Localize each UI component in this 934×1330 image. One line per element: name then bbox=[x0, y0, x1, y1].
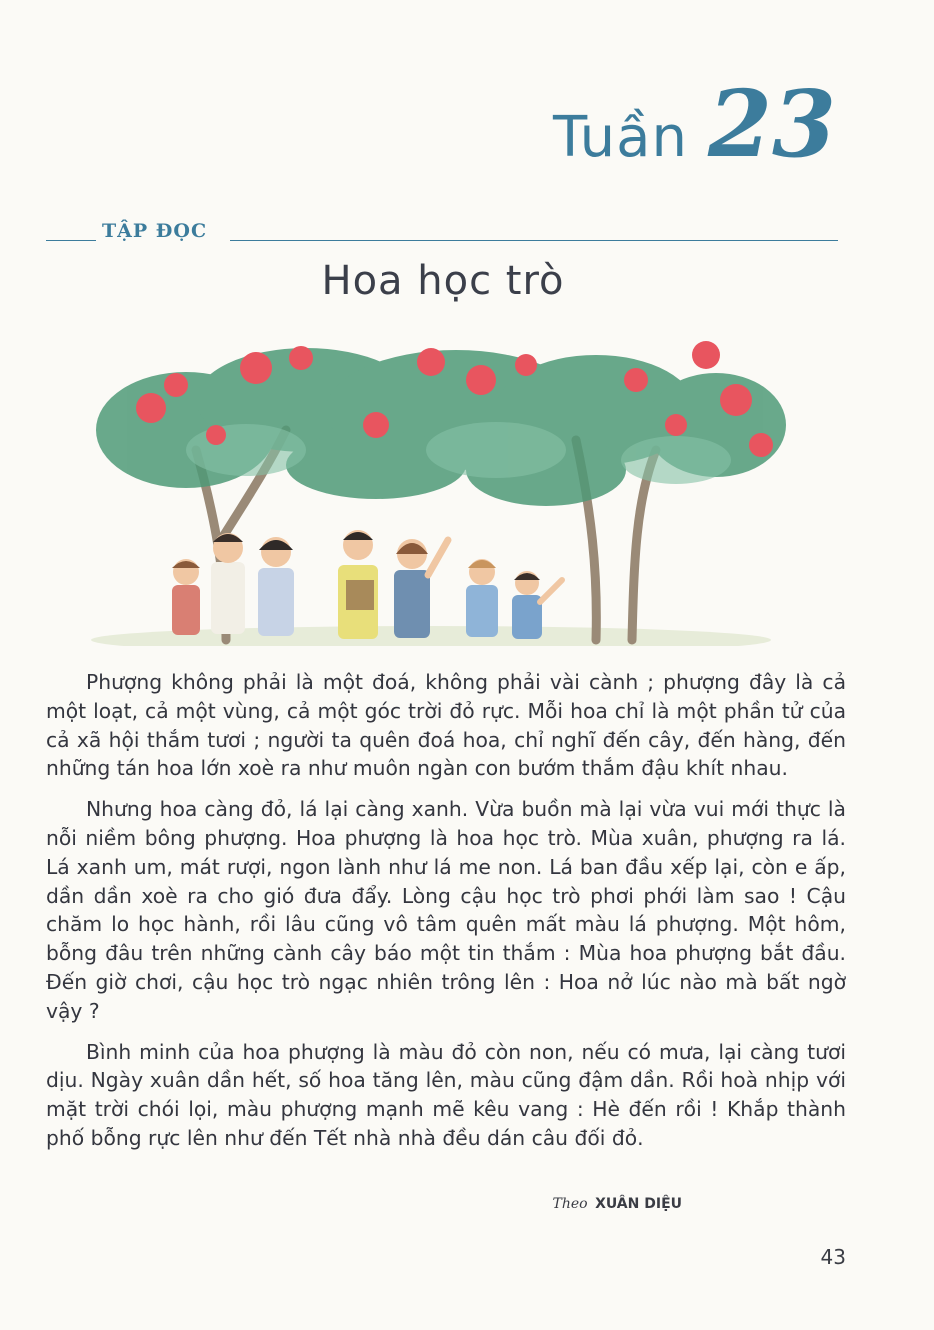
week-number: 23 bbox=[707, 70, 836, 178]
child-4 bbox=[338, 530, 378, 639]
lesson-title: Hoa học trò bbox=[321, 258, 565, 304]
child-1 bbox=[172, 559, 200, 635]
section-rule-right bbox=[230, 240, 838, 241]
flame-tree-children-illustration bbox=[76, 340, 786, 646]
child-6 bbox=[466, 559, 498, 637]
child-3 bbox=[258, 537, 294, 636]
passage-paragraph-1: Phượng không phải là một đoá, không phải vài cành ; phượng đây là cả một loạt, cả một vùng, cả một góc trời đỏ rực. Mỗi hoa chỉ là một phần tử của cả xã hội thắm tươi ; người ta quên đoá hoa, chỉ nghĩ đến cây, đến hàng, đến những tán hoa lớn xoè ra như muôn ngàn con bướm thắm đậu khít nhau. bbox=[46, 670, 846, 781]
author-credit bbox=[553, 1196, 682, 1212]
passage-paragraph-2: Nhưng hoa càng đỏ, lá lại càng xanh. Vừa buồn mà lại vừa vui mới thực là nỗi niềm bông phượng. Hoa phượng là hoa học trò. Mùa xuân, phượng ra lá. Lá xanh um, mát rượi, ngon lành như lá me non. Lá ban đầu xếp lại, còn e ấp, dần dần xoè ra cho gió đưa đẩy. Lòng cậu học trò phơi phới làm sao ! Cậu chăm lo học hành, rồi lâu cũng vô tâm quên mất màu lá phượng. Một hôm, bỗng đâu trên những cành cây báo một tin thắm : Mùa hoa phượng bắt đầu. Đến giờ chơi, cậu học trò ngạc nhiên trông lên : Hoa nở lúc nào mà bất ngờ vậy ? bbox=[46, 797, 846, 1023]
passage-paragraph-3: Bình minh của hoa phượng là màu đỏ còn non, nếu có mưa, lại càng tươi dịu. Ngày xuân dần hết, số hoa tăng lên, màu cũng đậm dần. Rồi hoà nhịp với mặt trời chói lọi, màu phượng mạnh mẽ kêu vang : Hè đến rồi ! Khắp thành phố bỗng rực lên như đến Tết nhà nhà đều dán câu đối đỏ. bbox=[46, 1039, 846, 1150]
section-label: TẬP ĐỌC bbox=[102, 220, 208, 242]
child-5 bbox=[394, 539, 448, 638]
section-rule-left bbox=[46, 240, 96, 241]
reading-passage bbox=[46, 668, 846, 1165]
child-2 bbox=[211, 533, 245, 634]
week-header bbox=[552, 70, 836, 178]
credit-prefix: Theo bbox=[552, 1196, 588, 1212]
section-header bbox=[46, 218, 838, 248]
credit-author: XUÂN DIỆU bbox=[595, 1196, 682, 1212]
children-group bbox=[172, 530, 562, 639]
week-word: Tuần bbox=[552, 105, 688, 170]
page-number: 43 bbox=[820, 1245, 846, 1269]
